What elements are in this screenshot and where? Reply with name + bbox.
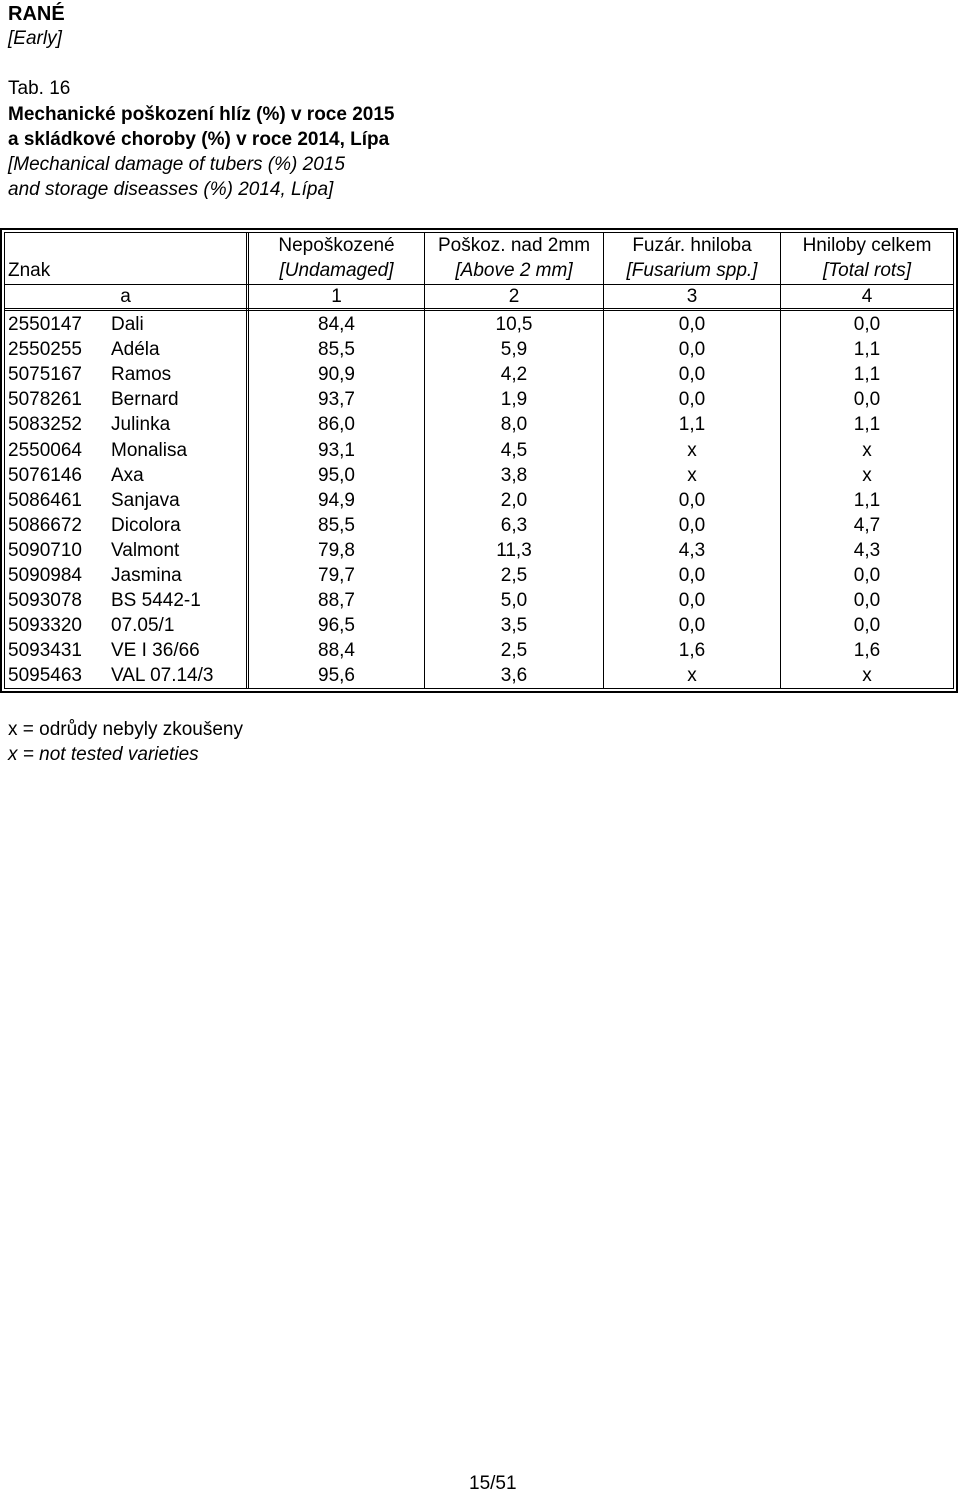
cell-v2: 10,5 — [495, 314, 533, 335]
cell-v4: 0,0 — [853, 590, 881, 612]
cell-v4: 1,1 — [853, 489, 881, 511]
cell-name: Jasmina — [111, 565, 182, 586]
cell-name: Sanjava — [111, 489, 180, 511]
cell-v3: 0,0 — [678, 339, 706, 361]
index-4: 4 — [861, 286, 873, 307]
cell-v4: 0,0 — [853, 565, 881, 586]
index-3: 3 — [686, 286, 698, 307]
cell-v3: x — [687, 439, 697, 461]
index-2: 2 — [508, 286, 520, 307]
cell-v4: 4,7 — [853, 514, 881, 536]
cell-name: Valmont — [111, 539, 180, 561]
cell-v3: 0,0 — [678, 615, 706, 637]
cell-v3: 0,0 — [678, 565, 706, 586]
cell-name: Dicolora — [111, 514, 181, 536]
cell-code: 5075167 — [8, 364, 82, 386]
cell-v4: 0,0 — [853, 615, 881, 637]
cell-v1: 79,7 — [318, 565, 355, 586]
header-col2-en: [Above 2 mm] — [455, 260, 573, 281]
cell-name: Bernard — [111, 389, 179, 411]
table-number: Tab. 16 — [8, 78, 71, 99]
cell-code: 2550255 — [8, 339, 82, 361]
cell-v1: 95,0 — [318, 464, 355, 486]
cell-v2: 2,0 — [500, 489, 528, 511]
cell-v1: 93,7 — [318, 389, 355, 411]
cell-v1: 85,5 — [318, 514, 355, 536]
cell-v2: 3,5 — [500, 615, 528, 637]
caption-line-2: a skládkové choroby (%) v roce 2014, Lípa — [8, 129, 390, 150]
cell-v2: 1,9 — [500, 389, 528, 411]
header-col1-cz: Nepoškozené — [278, 235, 395, 256]
cell-v2: 3,6 — [500, 665, 528, 687]
cell-name: VE I 36/66 — [111, 640, 200, 662]
cell-v4: 4,3 — [853, 539, 881, 561]
cell-v4: 1,1 — [853, 339, 881, 361]
cell-v3: x — [687, 464, 697, 486]
cell-v1: 93,1 — [318, 439, 355, 461]
cell-code: 5093431 — [8, 640, 82, 662]
cell-v1: 84,4 — [318, 314, 355, 335]
cell-name: Adéla — [111, 339, 160, 361]
cell-v4: 1,1 — [853, 364, 881, 386]
cell-v4: x — [862, 464, 872, 486]
cell-v1: 95,6 — [318, 665, 355, 687]
header-col1-en: [Undamaged] — [279, 260, 394, 281]
cell-code: 5090710 — [8, 539, 82, 561]
cell-v3: 4,3 — [678, 539, 706, 561]
cell-v2: 6,3 — [500, 514, 528, 536]
cell-v1: 86,0 — [318, 414, 355, 436]
cell-v1: 85,5 — [318, 339, 355, 361]
cell-v2: 2,5 — [500, 640, 528, 662]
header-znak: Znak — [8, 260, 51, 281]
cell-code: 5076146 — [8, 464, 82, 486]
cell-code: 5086672 — [8, 514, 82, 536]
cell-v3: 0,0 — [678, 514, 706, 536]
cell-name: Ramos — [111, 364, 172, 386]
cell-v3: x — [687, 665, 697, 687]
cell-v1: 79,8 — [318, 539, 355, 561]
cell-v2: 8,0 — [500, 414, 528, 436]
note-en: x = not tested varieties — [8, 744, 199, 765]
cell-v2: 2,5 — [500, 565, 528, 586]
cell-v1: 94,9 — [318, 489, 355, 511]
cell-v3: 0,0 — [678, 590, 706, 612]
cell-code: 2550064 — [8, 439, 82, 461]
index-1: 1 — [331, 286, 342, 307]
cell-v2: 5,9 — [500, 339, 528, 361]
cell-v1: 90,9 — [318, 364, 355, 386]
cell-code: 5083252 — [8, 414, 82, 436]
header-col2-cz: Poškoz. nad 2mm — [437, 235, 591, 256]
cell-code: 5078261 — [8, 389, 82, 411]
cell-code: 5090984 — [8, 565, 82, 586]
cell-v2: 11,3 — [496, 539, 532, 561]
cell-name: Monalisa — [111, 439, 188, 461]
cell-name: BS 5442-1 — [111, 590, 201, 612]
cell-v3: 0,0 — [678, 314, 706, 335]
cell-name: Julinka — [111, 414, 171, 436]
cell-v4: x — [862, 665, 872, 687]
cell-name: Dali — [111, 314, 144, 335]
caption-line-3: [Mechanical damage of tubers (%) 2015 — [8, 154, 345, 175]
cell-v4: 0,0 — [853, 389, 881, 411]
page-number: 15/51 — [469, 1473, 517, 1494]
cell-v1: 96,5 — [318, 615, 355, 637]
cell-code: 5093320 — [8, 615, 82, 637]
cell-v2: 5,0 — [500, 590, 528, 612]
cell-v3: 0,0 — [678, 489, 706, 511]
cell-v1: 88,4 — [318, 640, 355, 662]
note-cz: x = odrůdy nebyly zkoušeny — [8, 719, 243, 740]
cell-v4: 0,0 — [853, 314, 881, 335]
cell-v2: 4,2 — [500, 364, 528, 386]
cell-code: 5086461 — [8, 489, 82, 511]
cell-v3: 1,1 — [678, 414, 706, 436]
cell-v3: 0,0 — [678, 389, 706, 411]
header-col4-en: [Total rots] — [822, 260, 911, 281]
cell-code: 5095463 — [8, 665, 82, 687]
cell-code: 2550147 — [8, 314, 82, 335]
cell-name: VAL 07.14/3 — [111, 665, 214, 687]
header-col4-cz: Hniloby celkem — [802, 235, 932, 256]
cell-v3: 0,0 — [678, 364, 706, 386]
caption-line-1: Mechanické poškození hlíz (%) v roce 2015 — [8, 104, 395, 125]
cell-v2: 4,5 — [500, 439, 528, 461]
header-col3-cz: Fuzár. hniloba — [632, 235, 752, 256]
cell-v4: x — [862, 439, 872, 461]
index-a: a — [120, 286, 131, 307]
cell-v4: 1,6 — [853, 640, 881, 662]
cell-v1: 88,7 — [318, 590, 355, 612]
caption-line-4: and storage diseasses (%) 2014, Lípa] — [8, 179, 334, 200]
cell-name: Axa — [111, 464, 144, 486]
cell-v4: 1,1 — [853, 414, 881, 436]
cell-name: 07.05/1 — [111, 615, 175, 637]
header-col3-en: [Fusarium spp.] — [626, 260, 758, 281]
page-subtitle: [Early] — [8, 28, 62, 49]
page-title: RANÉ — [8, 3, 65, 25]
cell-v3: 1,6 — [678, 640, 706, 662]
cell-code: 5093078 — [8, 590, 82, 612]
cell-v2: 3,8 — [500, 464, 528, 486]
